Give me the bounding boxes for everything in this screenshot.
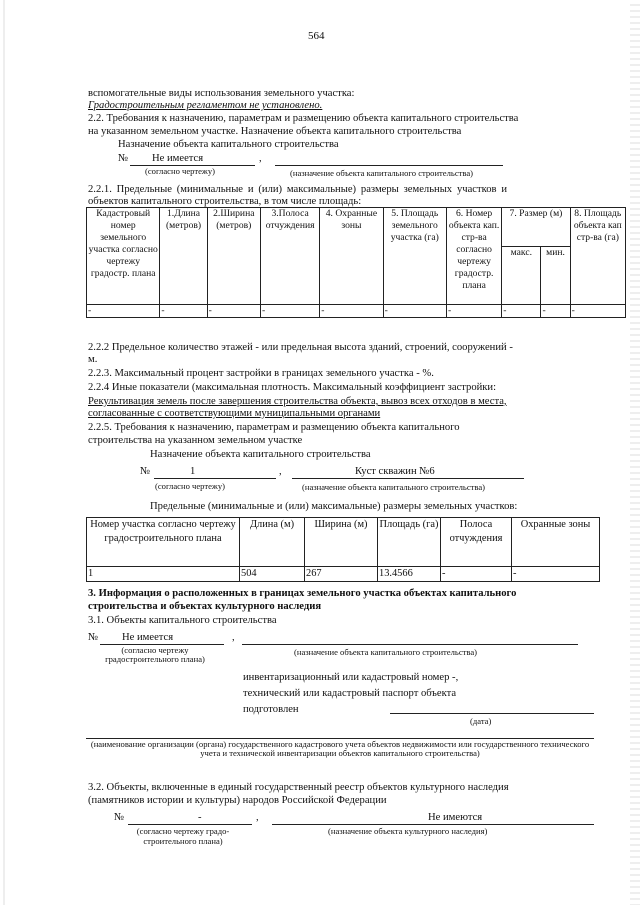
text-line: на указанном земельном участке. Назначение объекта капитального строительства: [88, 126, 462, 137]
caption: (согласно чертежу): [145, 166, 216, 176]
table-header: 3.Полоса отчуждения: [260, 208, 319, 305]
object-number-value: -: [198, 812, 202, 823]
text-line: 2.2.2 Предельное количество этажей - или предельная высота зданий, строений, сооружений -: [88, 342, 513, 353]
table-cell: -: [383, 305, 446, 318]
table-header: Площадь (га): [378, 518, 441, 567]
caption: (наименование организации (органа) государственного кадастрового учета объектов недвижимости или государственного технического учета и технической инвентаризации объектов капитального строительства): [90, 739, 590, 758]
section-heading: строительства и объектах культурного наследия: [88, 601, 322, 612]
text-line: объектов капитального строительства, в том числе площадь:: [88, 196, 362, 207]
table-cell: -: [541, 305, 570, 318]
comma: ,: [232, 632, 235, 643]
caption: (назначение объекта капитального строительства): [302, 482, 486, 492]
table-header: Длина (м): [240, 518, 305, 567]
table-cell: -: [512, 567, 600, 582]
text-line: Градостроительным регламентом не установлено.: [88, 100, 323, 111]
table-header: 5. Площадь земельного участка (га): [383, 208, 446, 305]
caption: (согласно чертежу градостроительного плана): [105, 645, 205, 664]
caption: (назначение объекта капитального строительства): [290, 168, 474, 178]
comma: ,: [256, 812, 259, 823]
table-header: Ширина (м): [305, 518, 378, 567]
text-line: м.: [88, 354, 98, 365]
fill-line: [242, 644, 578, 645]
object-number-value: 1: [190, 466, 196, 477]
table-cell: -: [260, 305, 319, 318]
number-sign: №: [114, 812, 125, 823]
text-line: 2.2. Требования к назначению, параметрам и размещению объекта капитального строительства: [88, 113, 519, 124]
table-cell: -: [570, 305, 625, 318]
text-line: 3.1. Объекты капитального строительства: [88, 615, 277, 626]
fill-line: [390, 713, 594, 714]
table-header: 8. Площадь объекта кап стр-ва (га): [570, 208, 625, 305]
table-header: Полоса отчуждения: [441, 518, 512, 567]
text-line: Предельные (минимальные и (или) максимальные) размеры земельных участков:: [150, 501, 518, 512]
caption: (назначение объекта культурного наследия): [328, 826, 488, 836]
text-line: Назначение объекта капитального строительства: [118, 139, 339, 150]
table-cell: 504: [240, 567, 305, 582]
text-line: 3.2. Объекты, включенные в единый государственный реестр объектов культурного наследия: [88, 782, 509, 793]
table-header: 1.Длина (метров): [160, 208, 207, 305]
text-line: 2.2.1. Предельные (минимальные и (или) максимальные) размеры земельных участков и: [88, 184, 508, 195]
text-line: 2.2.5. Требования к назначению, параметрам и размещению объекта капитального: [88, 422, 460, 433]
object-name-value: Куст скважин №6: [355, 466, 435, 477]
table-cell: -: [446, 305, 501, 318]
fill-line: [272, 824, 594, 825]
fill-line: [292, 478, 524, 479]
table-header: 7. Размер (м): [502, 208, 570, 247]
table-cell: -: [502, 305, 541, 318]
text-line: вспомогательные виды использования земельного участка:: [88, 88, 355, 99]
text-line: согласованные с соответствующими муниципальными органами: [88, 408, 381, 419]
table-cell: -: [160, 305, 207, 318]
text-line: Рекультивация земель после завершения строительства объекта, вывоз всех отходов в места,: [88, 396, 507, 407]
scan-edge-right: [630, 0, 640, 905]
table-header: 2.Ширина (метров): [207, 208, 260, 305]
number-sign: №: [118, 153, 129, 164]
text-line: (памятников истории и культуры) народов Российской Федерации: [88, 795, 387, 806]
caption: (согласно чертежу градо-строительного плана): [136, 826, 230, 846]
scan-edge-left: [3, 0, 5, 905]
table-cell: -: [207, 305, 260, 318]
object-number-value: Не имеется: [152, 153, 204, 164]
fill-line: [128, 824, 252, 825]
table-header: 4. Охранные зоны: [320, 208, 383, 305]
text-line: 2.2.4 Иные показатели (максимальная плотность. Максимальный коэффициент застройки:: [88, 382, 497, 393]
text-line: 2.2.3. Максимальный процент застройки в границах земельного участка - %.: [88, 368, 434, 379]
number-sign: №: [88, 632, 99, 643]
text-line: инвентаризационный или кадастровый номер -,: [243, 672, 459, 683]
text-line: строительства на указанном земельном участке: [88, 435, 303, 446]
caption: (назначение объекта капитального строительства): [294, 647, 478, 657]
heritage-value: Не имеются: [428, 812, 483, 823]
table-cell: 13.4566: [378, 567, 441, 582]
fill-line: [154, 478, 276, 479]
table-header: Номер участка согласно чертежу градостроительного плана: [87, 518, 240, 567]
table-header: мин.: [541, 247, 570, 305]
page-number: 564: [308, 30, 325, 42]
number-sign: №: [140, 466, 151, 477]
text-line: подготовлен: [243, 704, 299, 715]
text-line: технический или кадастровый паспорт объекта: [243, 688, 457, 699]
table-header: 6. Номер объекта кап. стр-ва согласно чертежу градостр. плана: [446, 208, 501, 305]
table-limits-1: [86, 207, 626, 318]
comma: ,: [279, 466, 282, 477]
table-header: Охранные зоны: [512, 518, 600, 567]
comma: ,: [259, 153, 262, 164]
table-cell: -: [441, 567, 512, 582]
text-line: Назначение объекта капитального строительства: [150, 449, 371, 460]
caption: (дата): [470, 716, 492, 726]
object-number-value: Не имеется: [122, 632, 174, 643]
section-heading: 3. Информация о расположенных в границах земельного участка объектах капитального: [88, 588, 517, 599]
table-cell: 1: [87, 567, 240, 582]
caption: (согласно чертежу): [155, 481, 226, 491]
table-limits-2: [86, 517, 600, 582]
fill-line: [275, 165, 503, 166]
table-cell: -: [87, 305, 160, 318]
table-cell: 267: [305, 567, 378, 582]
table-header: макс.: [502, 247, 541, 305]
table-header: Кадастровый номер земельного участка согласно чертежу градостр. плана: [87, 208, 160, 305]
table-cell: -: [320, 305, 383, 318]
